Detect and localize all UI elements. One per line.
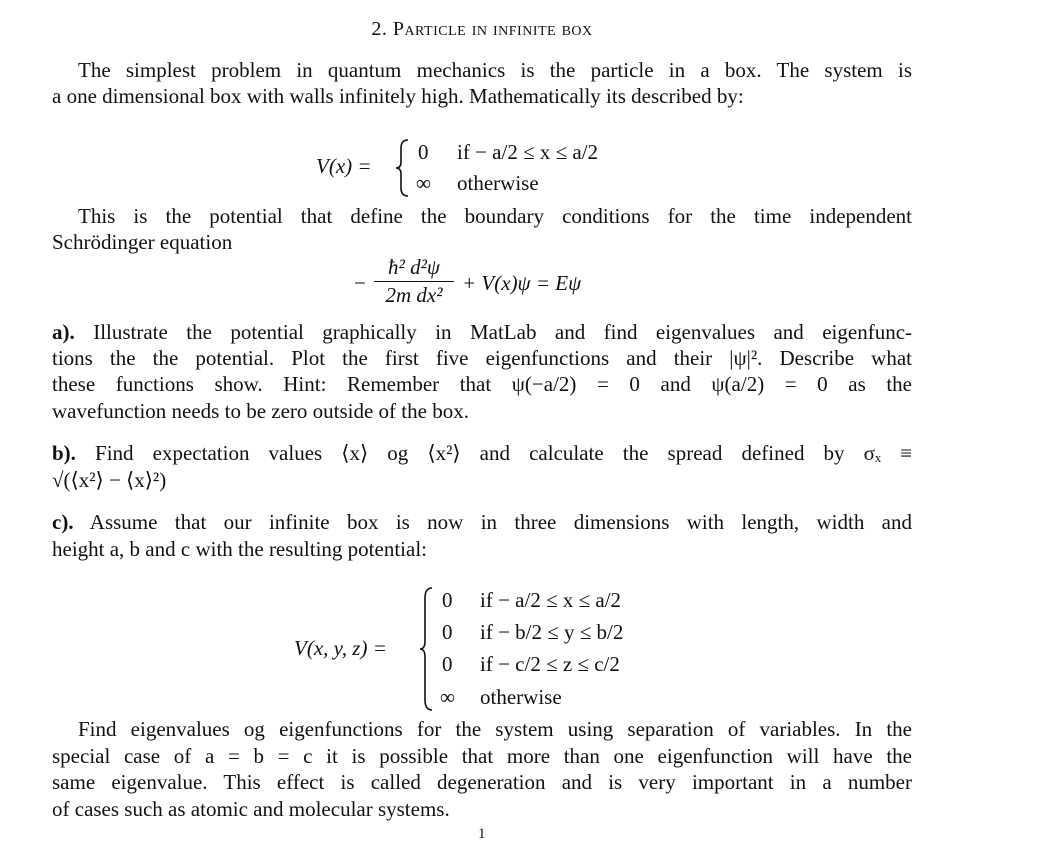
page-number: 1 (478, 826, 486, 842)
eq1-case-cond: otherwise (457, 171, 539, 195)
eq3-case-cond: if − b/2 ≤ y ≤ b/2 (480, 620, 624, 644)
part-a-label: a). (52, 320, 75, 344)
eq3-case-value: 0 (442, 652, 453, 676)
eq3-lhs: V(x, y, z) = (294, 636, 387, 660)
eq3-case-cond: if − a/2 ≤ x ≤ a/2 (480, 588, 622, 612)
text: Illustrate the potential graphically in MatLab and find eigenvalues and eigenfunc- (93, 320, 913, 344)
eq3-case-value: 0 (442, 588, 453, 612)
eq1-case-value: 0 (418, 140, 429, 164)
eq1-lhs: V(x) = (316, 154, 372, 178)
part-c-label: c). (52, 510, 74, 534)
fraction-bar (374, 281, 454, 282)
text: Find expectation values ⟨x⟩ og ⟨x²⟩ and calculate the spread defined by σₓ ≡ (95, 441, 912, 465)
eq2-numerator: ħ² d²ψ (388, 255, 440, 279)
paragraph-line: This is the potential that define the boundary conditions for the time independent (78, 204, 912, 228)
brace (394, 138, 410, 198)
eq3-case-value: ∞ (440, 685, 455, 709)
text: Assume that our infinite box is now in three dimensions with length, width and (89, 510, 912, 534)
eq1-case-value: ∞ (416, 171, 431, 195)
part-a-line: tions the the potential. Plot the first five eigenfunctions and their |ψ|². Describe what (52, 346, 912, 370)
part-b-line: √(⟨x²⟩ − ⟨x⟩²) (52, 468, 167, 492)
eq3-case-cond: if − c/2 ≤ z ≤ c/2 (480, 652, 620, 676)
part-b-line (52, 440, 912, 466)
section-title: 2. Particle in infinite box (371, 18, 593, 40)
paragraph-line: Schrödinger equation (52, 230, 233, 254)
part-c-line: height a, b and c with the resulting potential: (52, 537, 427, 561)
final-line: Find eigenvalues og eigenfunctions for the system using separation of variables. In the (78, 717, 912, 741)
eq2-minus: − (354, 271, 366, 295)
final-line: of cases such as atomic and molecular systems. (52, 797, 450, 821)
eq3-case-value: 0 (442, 620, 453, 644)
part-a-line: these functions show. Hint: Remember that ψ(−a/2) = 0 and ψ(a/2) = 0 as the (52, 372, 912, 396)
part-c-line (52, 509, 912, 535)
part-a-line (52, 319, 912, 345)
intro-line: a one dimensional box with walls infinitely high. Mathematically its described by: (52, 84, 744, 108)
final-line: same eigenvalue. This effect is called degeneration and is very important in a number (52, 770, 912, 794)
eq2-rhs: + V(x)ψ = Eψ (462, 271, 582, 295)
eq1-case-cond: if − a/2 ≤ x ≤ a/2 (457, 140, 599, 164)
part-b-label: b). (52, 441, 76, 465)
final-line: special case of a = b = c it is possible that more than one eigenfunction will have the (52, 744, 912, 768)
intro-line: The simplest problem in quantum mechanics is the particle in a box. The system is (78, 58, 912, 82)
eq3-case-cond: otherwise (480, 685, 562, 709)
brace (418, 586, 434, 712)
eq2-denominator: 2m dx² (385, 283, 443, 307)
part-a-line: wavefunction needs to be zero outside of the box. (52, 399, 469, 423)
